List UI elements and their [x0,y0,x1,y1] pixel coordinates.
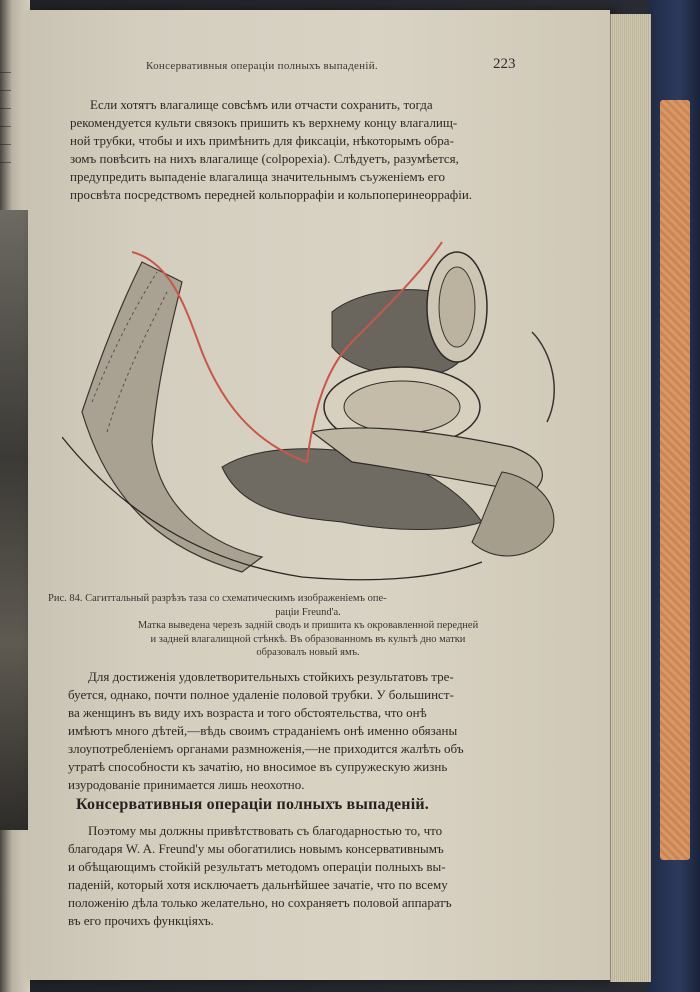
text-line: утратѣ способности къ зачатію, но вносимое въ супружескую жизнь [68,759,448,774]
text-line: буется, однако, почти полное удаленіе половой трубки. У большинст- [68,687,454,702]
text-line: положенію дѣла только желательно, но сохраняетъ половой аппаратъ [68,895,452,910]
text-line: паденій, который хотя исключаетъ дальнѣйшее зачатіе, что по всему [68,877,448,892]
figure-caption [48,592,568,660]
caption-line: и задней влагалищной стѣнкѣ. Въ образованномъ въ культѣ дно матки [150,633,466,645]
text-line: Поэтому мы должны привѣтствовать съ благодарностью то, что [88,823,443,838]
left-page-text: — [0,66,11,78]
text-line: въ его прочихъ функціяхъ. [68,913,214,928]
text-line: Для достиженія удовлетворительныхъ стойкихъ результатовъ тре- [88,669,454,684]
page-number: 223 [493,56,516,72]
left-page-text: — [0,84,11,96]
book-page [28,10,610,980]
text-line: зомъ повѣсить на нихъ влагалище (colpopexia). Слѣдуетъ, разумѣется, [70,151,459,166]
text-line: ной трубки, чтобы и ихъ примѣнить для фиксаціи, нѣкоторымъ обра- [70,133,454,148]
text-line: предупредить выпаденіе влагалища значительнымъ съуженіемъ его [70,169,445,184]
text-line: благодаря W. A. Freund'y мы обогатились новымъ консервативнымъ [68,841,444,856]
text-line: злоупотребленіемъ органами размноженія,—не приходится жалѣть объ [68,741,464,756]
text-line: просвѣта посредствомъ передней кольпоррафіи и кольпоперинеоррафіи. [70,187,473,202]
left-page-text: — [0,102,11,114]
left-page-edge [0,0,30,992]
anatomical-figure [62,232,572,582]
left-page-text: — [0,120,11,132]
page-fore-edge [610,14,651,982]
final-paragraph [68,822,542,930]
text-line: ва женщинъ въ виду ихъ возраста и того обстоятельства, что онѣ [68,705,427,720]
intro-paragraph [70,96,544,204]
left-page-illustration [0,210,30,830]
text-line: изуродованіе принимается лишь неохотно. [68,777,305,792]
caption-line: образовалъ новый ямъ. [256,647,360,658]
text-line: рекомендуется культи связокъ пришить къ верхнему концу влагалищ- [70,115,458,130]
text-line: имѣютъ много дѣтей,—вѣдь своимъ страданіемъ онѣ именно обязаны [68,723,458,738]
caption-line: раціи Freund'a. [275,606,341,618]
left-page-text: — [0,156,11,168]
text-line: и обѣщающимъ стойкій результатъ методомъ операціи полныхъ вы- [68,859,446,874]
caption-line: Матка выведена черезъ задній сводъ и пришита къ окровавленной передней [137,620,479,631]
text-line: Если хотятъ влагалище совсѣмъ или отчасти сохранить, тогда [90,97,433,112]
caption-line: Рис. 84. Сагиттальный разрѣзъ таза со схематическимъ изображеніемъ опе- [48,593,387,604]
body-paragraph [68,668,542,794]
sacrum-region [82,262,262,572]
running-head: Консервативныя операціи полныхъ выпаденій. [146,60,378,72]
section-title: Консервативныя операціи полныхъ выпаденій. [76,796,429,813]
page-edge-marbling [660,100,690,860]
left-page-text: — [0,138,11,150]
